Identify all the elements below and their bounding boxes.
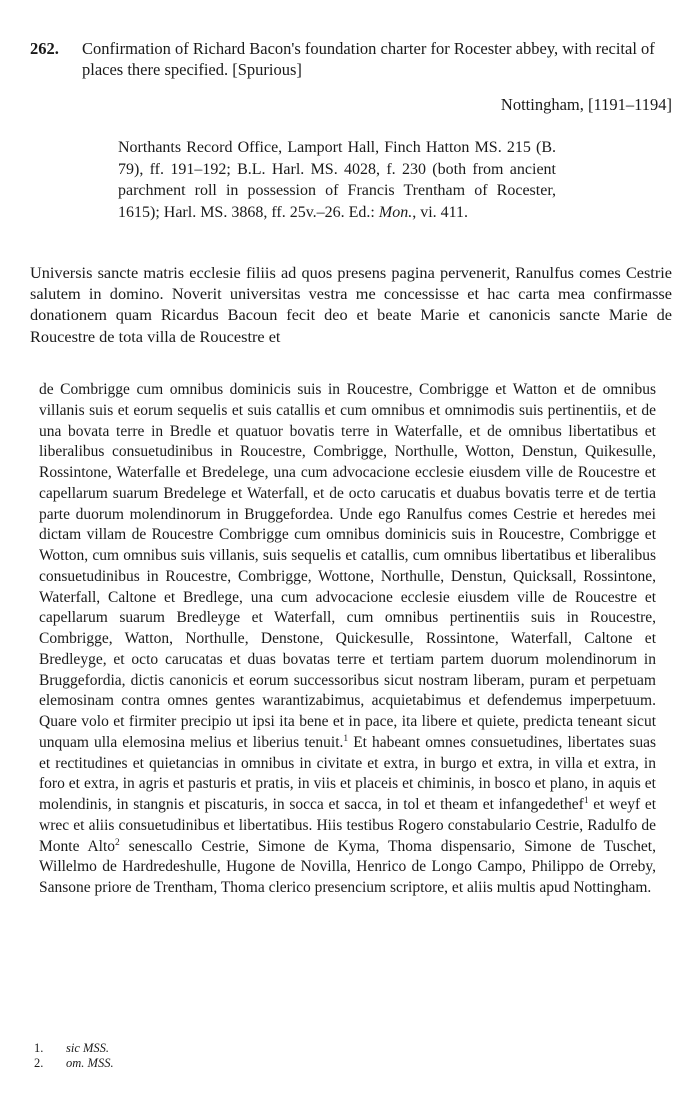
entry-title: Confirmation of Richard Bacon's foundation charter for Rocester abbey, with recital of places there specified. [Spurious] [82,39,655,79]
footnote-number: 1. [34,1041,44,1055]
edition-work: Mon. [378,203,413,221]
source-manuscripts: Northants Record Office, Lamport Hall, Finch Hatton MS. 215 (B. 79), ff. 191–192; B.L. Harl. MS. 4028, f. 230 (both from ancient parchment roll in possession of Francis Trentham of Rocester, 1615); Harl. MS. 3868, ff. 25v.–26. [118,139,556,221]
charter-text-d: senescallo Cestrie, Simone de Kyma, Thoma dispensario, Simone de Tuschet, Willelmo de Hardredeshulle, Hugone de Novilla, Henrico de Longo Campo, Philippo de Orreby, Sansone priore de Trentham, Thoma clerico presencium scriptore, et aliis multis apud Nottingham. [39,837,656,896]
charter-text-c: et weyf et wrec et aliis consuetudinibus et libertatibus. Hiis testibus Rogero constabulario Cestrie, Radulfo de Monte Alto [39,796,657,855]
footnote-text: sic MSS. [66,1041,110,1055]
entry-heading [30,38,675,80]
charter-text-a: de Combrigge cum omnibus dominicis suis in Roucestre, Combrigge et Watton et de omnibus villanis suis et eorum sequelis et suis catallis et cum omnibus et omnimodis suis pertinentiis, et de una bovata terre in Bredle et quatuor bovatis terre in Waterfalle, et de omnibus libertatibus et liberalibus consuetudinibus in Roucestre, Combrigge, Northulle, Wotton, Denstun, Quikesulle, Rossintone, Waterfalle et Bredelege, una cum advocacione ecclesie eiusdem ville de Roucestre et capellarum suarum Bredelege et Waterfall, et de octo carucatis et duabus bovatis terre et de tertia parte duorum molendinorum in Bruggefordea. Unde ego Ranulfus comes Cestrie et heredes mei dictam villam de Roucestre Combrigge cum omnibus dominicis suis in Roucestre, Combrigge et Wotton, cum omnibus suis villanis, suis sequelis et catallis, cum omnibus libertatibus et liberalibus consuetudinibus in Roucestre, Combrigge, Wottone, Northulle, Denstun, Quicksall, Rossintone, Waterfall, Caltone et Bredlege, una cum advocacione ecclesie eiusdem ville de Roucestre et capellarum suarum Bredleyge et Waterfall, cum omnibus pertinentiis suis in Roucestre, Combrigge, Watton, Northulle, Denstone, Quickesulle, Rossintone, Waterfall, Caltone et Bredleyge, et octo carucatas et duas bovatas terre et tertiam partem duorum molendinorum in Bruggefordia, dictis canonicis et eorum successoribus sicut nostram liberam, puram et perpetuam elemosinam contra omnes gentes warantizabimus, acquietabimus et defendemus imperpetuum. Quare volo et firmiter precipio ut ipsi ita bene et in pace, ita libere et quiete, predicta teneant sicut unquam ulla elemosina melius et liberius tenuit. [39,381,656,751]
charter-paragraph-1: Universis sancte matris ecclesie filiis ad quos presens pagina pervenerit, Ranulfus comes Cestrie salutem in domino. Noverit universitas vestra me concessisse et hac carta mea confirmasse donationem quam Ricardus Bacoun fecit deo et beate Marie et canonicis sancte Marie de Roucestre de tota villa de Roucestre et [30,263,672,346]
footnote-2 [34,1056,114,1071]
edition-reference: , vi. 411. [412,203,469,221]
footnote-ref-1: 1 [343,733,349,744]
entry-number: 262. [30,39,59,58]
charter-text-b: Et habeant omnes consuetudines, libertates suas et rectitudines et quietancias in omnibus in civitate et extra, in burgo et extra, in villa et extra, in foro et extra, in agris et pasturis et pratis, in viis et placeis et chiminis, in bosco et plano, in aquis et molendinis, in stangnis et piscaturis, in socca et sacca, in tol et theam et infangedethef [39,733,656,813]
footnote-ref-2: 2 [115,837,120,848]
dateline: Nottingham, [1191–1194] [500,95,672,114]
footnote-ref-1b: 1 [583,795,589,806]
edition-label: Ed.: [348,203,375,221]
footnote-text: om. MSS. [66,1056,114,1070]
footnote-1 [34,1041,114,1056]
footnotes [34,1041,114,1071]
charter-paragraph-2 [39,380,656,899]
footnote-number: 2. [34,1056,44,1070]
source-citation [118,137,556,223]
